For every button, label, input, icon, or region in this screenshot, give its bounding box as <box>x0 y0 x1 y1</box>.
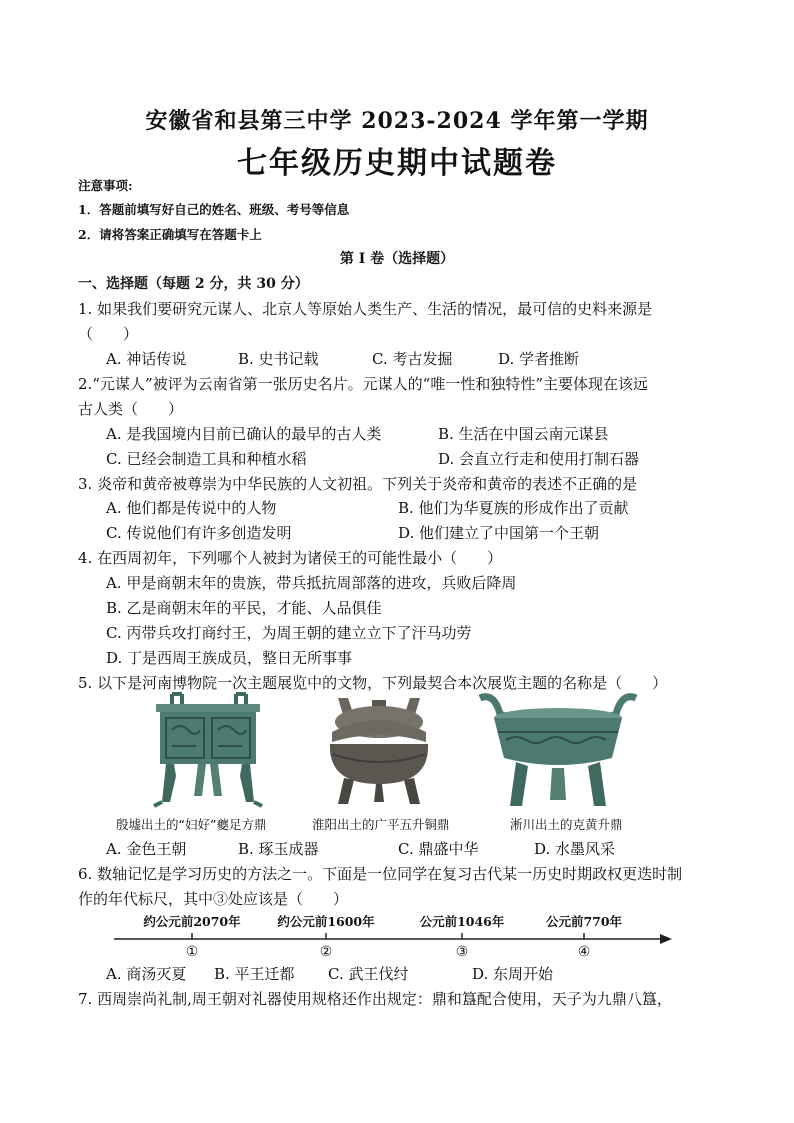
option-a: A. 甲是商朝末年的贵族，带兵抵抗周部落的进攻，兵败后降周 <box>106 574 517 592</box>
option-d: D. 学者推断 <box>498 350 580 368</box>
question-stem: 7. 西周崇尚礼制,周王朝对礼器使用规格还作出规定：鼎和簋配合使用，天子为九鼎八簋， <box>78 990 672 1008</box>
artifact-caption: 殷墟出土的“妇好”夔足方鼎 <box>116 817 267 832</box>
timeline-marker: ③ <box>455 944 469 960</box>
option-d: D. 东周开始 <box>472 965 554 983</box>
question-stem: 1. 如果我们要研究元谋人、北京人等原始人类生产、生活的情况，最可信的史料来源是 <box>78 300 653 318</box>
option-c: C. 传说他们有许多创造发明 <box>106 524 292 542</box>
notice-heading: 注意事项: <box>78 178 133 193</box>
artifact-caption: 淮阳出土的广平五升铜鼎 <box>312 817 450 832</box>
section-heading: 一、选择题（每题 2 分，共 30 分） <box>78 276 309 292</box>
timeline-year-label: 公元前1046年 <box>419 914 505 929</box>
option-c: C. 武王伐纣 <box>328 965 409 983</box>
option-b: B. 平王迁都 <box>214 965 295 983</box>
square-ding-image <box>150 690 270 812</box>
timeline-marker: ① <box>185 944 199 960</box>
option-a: A. 金色王朝 <box>106 840 187 858</box>
option-c: C. 已经会制造工具和种植水稻 <box>106 450 307 468</box>
timeline-year-label: 约公元前2070年 <box>143 914 241 929</box>
option-b: B. 琢玉成器 <box>238 840 319 858</box>
question-stem: 作的年代标尺，其中③处应该是（ ） <box>78 890 349 908</box>
option-b: B. 他们为华夏族的形成作出了贡献 <box>398 499 629 517</box>
option-a: A. 神话传说 <box>106 350 187 368</box>
question-stem: 3. 炎帝和黄帝被尊崇为中华民族的人文初祖。下列关于炎帝和黄帝的表述不正确的是 <box>78 475 638 493</box>
part-title: 第 I 卷（选择题） <box>339 251 455 267</box>
option-a: A. 商汤灭夏 <box>106 965 187 983</box>
timeline-marker: ② <box>319 944 333 960</box>
option-a: A. 他们都是传说中的人物 <box>106 499 277 517</box>
exam-title: 七年级历史期中试题卷 <box>237 146 557 181</box>
option-c: C. 丙带兵攻打商纣王，为周王朝的建立立下了汗马功劳 <box>106 624 472 642</box>
timeline-year-label: 公元前770年 <box>545 914 623 929</box>
question-stem: 5. 以下是河南博物院一次主题展览中的文物，下列最契合本次展览主题的名称是（ ） <box>78 674 668 692</box>
option-c: C. 考古发掘 <box>372 350 453 368</box>
option-a: A. 是我国境内目前已确认的最早的古人类 <box>106 425 382 443</box>
option-b: B. 生活在中国云南元谋县 <box>438 425 609 443</box>
timeline <box>100 908 680 962</box>
sheng-ding-image <box>476 688 640 812</box>
option-b: B. 乙是商朝末年的平民，才能、人品俱佳 <box>106 599 382 617</box>
option-c: C. 鼎盛中华 <box>398 840 479 858</box>
artifact-caption: 淅川出土的克黄升鼎 <box>510 817 623 832</box>
timeline-marker: ④ <box>577 944 591 960</box>
option-b: B. 史书记载 <box>238 350 319 368</box>
option-d: D. 丁是西周王族成员，整日无所事事 <box>106 649 353 667</box>
question-stem: 6. 数轴记忆是学习历史的方法之一。下面是一位同学在复习古代某一历史时期政权更迭时制 <box>78 865 683 883</box>
arrow-right-icon <box>660 934 672 944</box>
notice-item: 2．请将答案正确填写在答题卡上 <box>78 227 262 242</box>
option-d: D. 他们建立了中国第一个王朝 <box>398 524 600 542</box>
question-stem: 2.“元谋人”被评为云南省第一张历史名片。元谋人的“唯一性和独特性”主要体现在该远 <box>78 375 648 393</box>
timeline-year-label: 约公元前1600年 <box>277 914 375 929</box>
option-d: D. 水墨风采 <box>534 840 616 858</box>
notice-item: 1．答题前填写好自己的姓名、班级、考号等信息 <box>78 202 350 217</box>
question-stem: （ ） <box>78 325 139 343</box>
round-ding-image <box>314 692 444 810</box>
option-d: D. 会直立行走和使用打制石器 <box>438 450 640 468</box>
question-stem: 4. 在西周初年，下列哪个人被封为诸侯王的可能性最小（ ） <box>78 549 503 567</box>
school-title: 安徽省和县第三中学 2023-2024 学年第一学期 <box>145 108 649 134</box>
question-stem: 古人类（ ） <box>78 400 184 418</box>
